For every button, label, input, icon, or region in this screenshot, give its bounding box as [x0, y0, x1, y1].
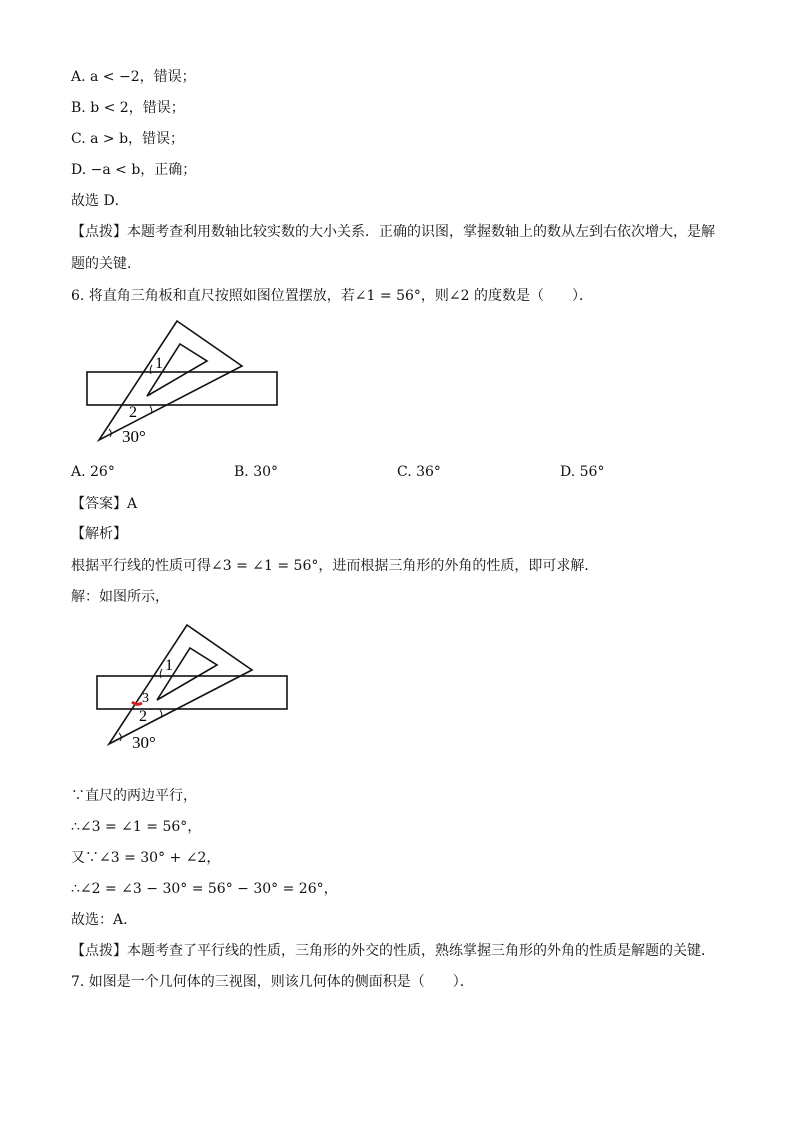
reason-parallel: ∵直尺的两边平行，: [71, 788, 197, 804]
ruler: [87, 372, 277, 405]
tip-paragraph-continued: 题的关键．: [71, 256, 141, 272]
answer-heading: 【答案】A: [71, 496, 138, 512]
step-angle3: ∴∠3 = ∠1 = 56°，: [71, 819, 202, 835]
question-6-figure: [82, 316, 302, 446]
angle-2-label: 2: [129, 404, 137, 421]
solution-intro: 解：如图所示，: [71, 589, 169, 605]
angle-3-label: 3: [142, 691, 149, 706]
tip-paragraph-6: 【点拨】本题考查了平行线的性质，三角形的外交的性质，熟练掌握三角形的外角的性质是解题的关键．: [71, 943, 715, 959]
tip-paragraph: 【点拨】本题考查利用数轴比较实数的大小关系．正确的识图，掌握数轴上的数从左到右依次增大，是解: [71, 224, 715, 240]
triangle-outer: [109, 625, 252, 744]
angle-30-arc: [109, 429, 111, 437]
option-d[interactable]: D. 56°: [560, 464, 605, 480]
step-exterior-angle: 又∵∠3 = 30° + ∠2，: [71, 850, 221, 866]
angle-30-arc: [119, 733, 121, 741]
angle-30-label: 30°: [132, 733, 156, 750]
solution-figure: [92, 620, 312, 750]
option-c-analysis: C. a > b，错误；: [71, 131, 185, 147]
answer-choice: 故选 D．: [71, 193, 129, 209]
analysis-text: 根据平行线的性质可得∠3 = ∠1 = 56°，进而根据三角形的外角的性质，即可求解．: [71, 558, 599, 574]
question-6: 6. 将直角三角板和直尺按照如图位置摆放，若∠1 = 56°，则∠2 的度数是（ ）．: [71, 288, 593, 304]
analysis-heading: 【解析】: [71, 526, 127, 542]
option-b-analysis: B. b < 2，错误；: [71, 100, 185, 116]
angle-30-label: 30°: [122, 427, 146, 446]
option-d-analysis: D. −a < b，正确；: [71, 162, 197, 178]
option-a[interactable]: A. 26°: [71, 464, 115, 480]
angle-2-label: 2: [139, 708, 147, 725]
step-angle2: ∴∠2 = ∠3 − 30° = 56° − 30° = 26°，: [71, 881, 338, 897]
angle-1-label: 1: [165, 657, 173, 674]
option-a-analysis: A. a < −2，错误；: [71, 69, 196, 85]
triangle-outer: [99, 321, 242, 440]
option-c[interactable]: C. 36°: [397, 464, 441, 480]
ruler: [97, 676, 287, 709]
angle-1-label: 1: [155, 355, 163, 372]
option-b[interactable]: B. 30°: [234, 464, 279, 480]
question-7: 7. 如图是一个几何体的三视图，则该几何体的侧面积是（ ）．: [71, 974, 474, 990]
answer-choice-6: 故选：A．: [71, 912, 138, 928]
